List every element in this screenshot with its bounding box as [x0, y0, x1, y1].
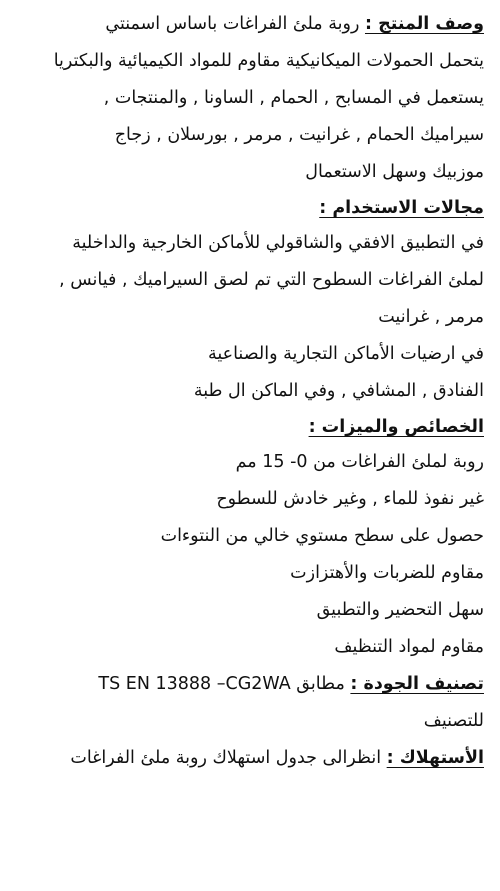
- usage-text-4: في ارضيات الأماكن التجارية والصناعية: [207, 344, 484, 364]
- usage-text-1: في التطبيق الافقي والشاقولي للأماكن الخارجية والداخلية: [72, 233, 484, 253]
- feature-item-5: سهل التحضير والتطبيق: [316, 600, 484, 620]
- description-text-5: موزبيك وسهل الاستعمال: [305, 162, 484, 182]
- usage-text-2: لملئ الفراغات السطوح التي تم لصق السيراميك , فيانس ,: [59, 270, 484, 290]
- description-text-3: يستعمل في المسابح , الحمام , الساونا , والمنتجات ,: [103, 88, 484, 108]
- feature-item-4: مقاوم للضربات والأهتزازت: [290, 563, 484, 583]
- consumption-line: [0, 740, 500, 777]
- quality-text: مطابق: [296, 674, 345, 694]
- description-text-2: يتحمل الحمولات الميكانيكية مقاوم للمواد الكيميائية والبكتريا: [53, 51, 484, 71]
- description-first-line: [0, 6, 500, 43]
- feature-item-1: روبة لملئ الفراغات من 0- 15 مم: [235, 452, 484, 472]
- feature-item-6: مقاوم لمواد التنظيف: [334, 637, 484, 657]
- usage-text-5: الفنادق , المشافي , وفي الماكن ال طبة: [193, 381, 484, 401]
- quality-heading: تصنيف الجودة :: [350, 674, 484, 694]
- description-text-1: روبة ملئ الفراغات باساس اسمنتي: [105, 14, 360, 34]
- usage-text-3: مرمر , غرانيت: [378, 307, 484, 327]
- feature-item-3: حصول على سطح مستوي خالي من النتوءات: [160, 526, 484, 546]
- quality-standard: TS EN 13888 –CG2WA: [98, 674, 291, 694]
- usage-heading: مجالات الاستخدام :: [319, 198, 484, 218]
- product-datasheet: [0, 6, 500, 777]
- features-heading: الخصائص والميزات :: [308, 417, 484, 437]
- quality-text-2: للتصنيف: [423, 711, 484, 731]
- feature-item-2: غير نفوذ للماء , وغير خادش للسطوح: [216, 489, 484, 509]
- consumption-heading: الأستهلاك :: [386, 748, 484, 768]
- quality-line: [0, 666, 500, 703]
- description-text-4: سيراميك الحمام , غرانيت , مرمر , بورسلان , زجاج: [114, 125, 484, 145]
- consumption-text: انظرالى جدول استهلاك روبة ملئ الفراغات: [70, 748, 382, 768]
- description-heading: وصف المنتج :: [364, 14, 484, 34]
